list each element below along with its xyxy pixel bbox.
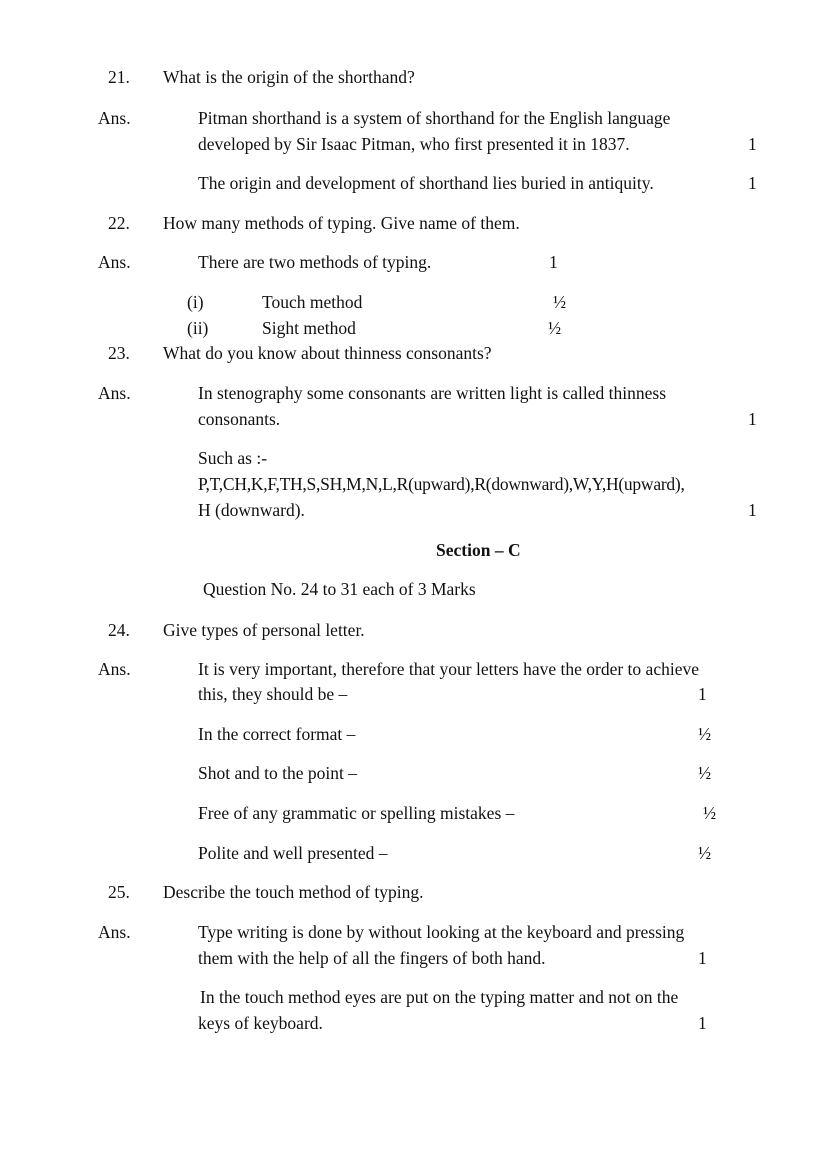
mark: 1	[748, 134, 757, 154]
answer-text: The origin and development of shorthand lies buried in antiquity.	[198, 173, 654, 193]
question-number: 25.	[108, 882, 130, 902]
question-number: 23.	[108, 343, 130, 363]
answer-text: In the touch method eyes are put on the typing matter and not on the	[200, 987, 679, 1007]
mark: ½	[698, 763, 712, 783]
answer-text: It is very important, therefore that your letters have the order to achieve	[198, 659, 699, 679]
list-item-text: Free of any grammatic or spelling mistakes –	[198, 803, 515, 823]
answer-text: P,T,CH,K,F,TH,S,SH,M,N,L,R(upward),R(downward),W,Y,H(upward),	[198, 474, 685, 494]
answer-text: developed by Sir Isaac Pitman, who first presented it in 1837.	[198, 134, 630, 154]
mark: 1	[698, 948, 707, 968]
mark: 1	[698, 684, 707, 704]
answer-text: Type writing is done by without looking at the keyboard and pressing	[198, 922, 685, 942]
answer-text: Such as :-	[198, 448, 268, 468]
question-text: What do you know about thinness consonants?	[163, 343, 492, 363]
question-number: 24.	[108, 620, 130, 640]
list-item-roman: (i)	[187, 292, 204, 312]
answer-text: Pitman shorthand is a system of shorthand for the English language	[198, 108, 671, 128]
mark: 1	[748, 409, 757, 429]
answer-text: There are two methods of typing.	[198, 252, 432, 272]
answer-label: Ans.	[98, 252, 131, 272]
mark: 1	[698, 1013, 707, 1033]
answer-label: Ans.	[98, 659, 131, 679]
list-item-text: In the correct format –	[198, 724, 356, 744]
mark: 1	[549, 252, 558, 272]
mark: ½	[698, 724, 712, 744]
section-subtitle: Question No. 24 to 31 each of 3 Marks	[203, 579, 476, 599]
answer-text: them with the help of all the fingers of both hand.	[198, 948, 546, 968]
question-number: 21.	[108, 67, 130, 87]
section-title: Section – C	[436, 540, 521, 560]
question-text: Give types of personal letter.	[163, 620, 365, 640]
list-item-text: Polite and well presented –	[198, 843, 388, 863]
answer-label: Ans.	[98, 108, 131, 128]
mark: ½	[548, 318, 562, 338]
mark: ½	[553, 292, 567, 312]
question-number: 22.	[108, 213, 130, 233]
list-item-text: Sight method	[262, 318, 356, 338]
answer-text: this, they should be –	[198, 684, 348, 704]
answer-text: keys of keyboard.	[198, 1013, 323, 1033]
answer-text: consonants.	[198, 409, 281, 429]
answer-text: In stenography some consonants are written light is called thinness	[198, 383, 667, 403]
question-text: What is the origin of the shorthand?	[163, 67, 415, 87]
question-text: Describe the touch method of typing.	[163, 882, 424, 902]
list-item-text: Shot and to the point –	[198, 763, 357, 783]
mark: 1	[748, 173, 757, 193]
mark: 1	[748, 500, 757, 520]
mark: ½	[703, 803, 717, 823]
list-item-roman: (ii)	[187, 318, 209, 338]
list-item-text: Touch method	[262, 292, 363, 312]
answer-label: Ans.	[98, 383, 131, 403]
question-text: How many methods of typing. Give name of them.	[163, 213, 520, 233]
answer-text: H (downward).	[198, 500, 305, 520]
mark: ½	[698, 843, 712, 863]
answer-label: Ans.	[98, 922, 131, 942]
